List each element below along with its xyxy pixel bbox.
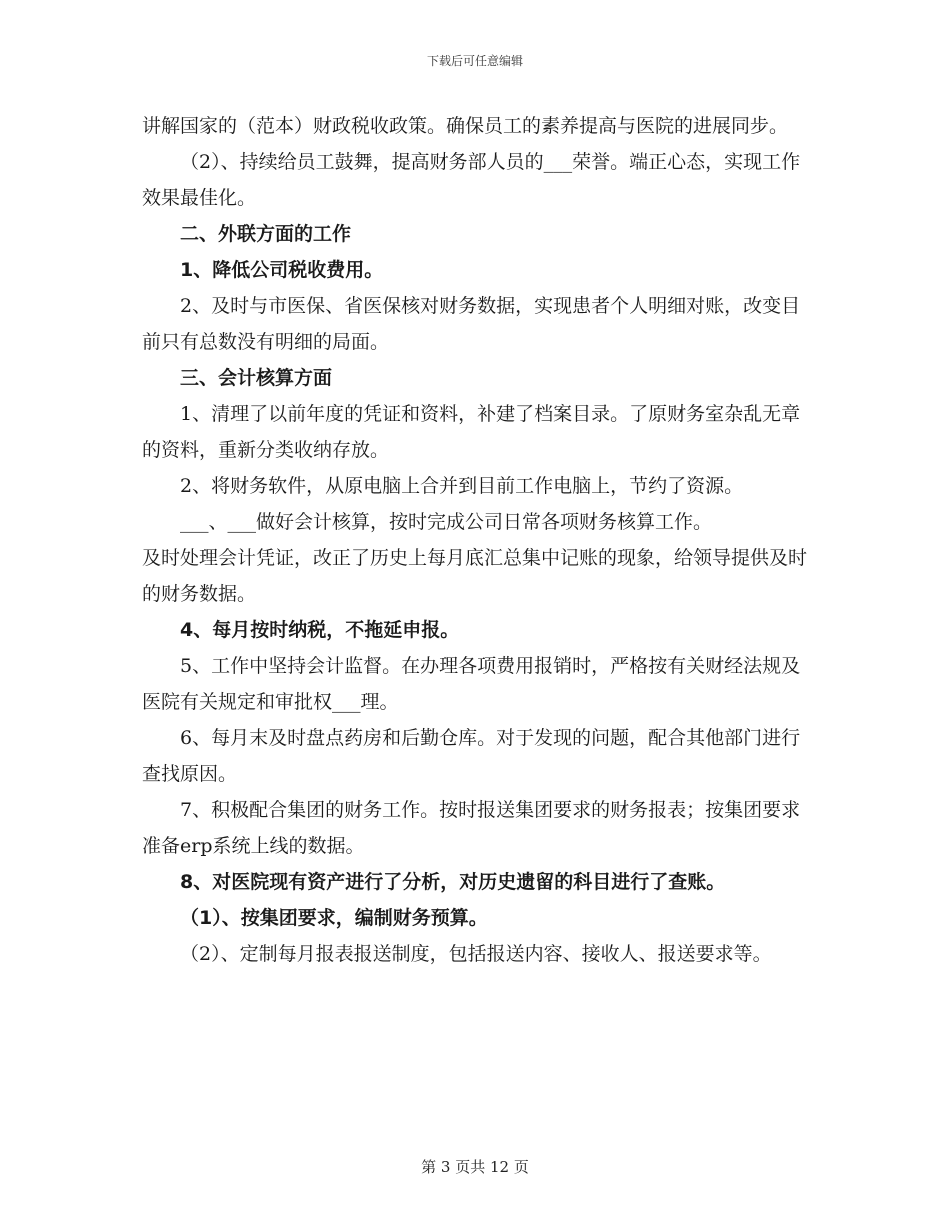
paragraph: 2、及时与市医保、省医保核对财务数据，实现患者个人明细对账，改变目前只有总数没有明细的局面。 xyxy=(142,295,801,353)
paragraph: 6、每月末及时盘点药房和后勤仓库。对于发现的问题，配合其他部门进行查找原因。 xyxy=(142,727,801,785)
paragraph: 2、将财务软件，从原电脑上合并到目前工作电脑上，节约了资源。 xyxy=(180,475,744,497)
paragraph: 1、清理了以前年度的凭证和资料，补建了档案目录。了原财务室杂乱无章的资料，重新分类收纳存放。 xyxy=(142,403,801,461)
section-heading: 三、会计核算方面 xyxy=(180,367,333,389)
subheading: 4、每月按时纳税，不拖延申报。 xyxy=(180,619,460,641)
paragraph: 及时处理会计凭证，改正了历史上每月底汇总集中记账的现象，给领导提供及时的财务数据。 xyxy=(142,547,808,605)
page-footer: 第 3 页共 12 页 xyxy=(421,1158,529,1176)
document-body xyxy=(142,108,810,972)
paragraph: （2）、持续给员工鼓舞，提高财务部人员的___荣誉。端正心态，实现工作效果最佳化。 xyxy=(142,151,801,209)
paragraph: 讲解国家的（范本）财政税收政策。确保员工的素养提高与医院的进展同步。 xyxy=(142,115,789,137)
subheading: 1、降低公司税收费用。 xyxy=(180,259,384,281)
paragraph: （2）、定制每月报表报送制度，包括报送内容、接收人、报送要求等。 xyxy=(180,943,772,965)
subheading: （1）、按集团要求，编制财务预算。 xyxy=(180,907,488,929)
subheading: 8、对医院现有资产进行了分析，对历史遗留的科目进行了查账。 xyxy=(180,871,726,893)
section-heading: 二、外联方面的工作 xyxy=(180,223,352,245)
paragraph: 7、积极配合集团的财务工作。按时报送集团要求的财务报表；按集团要求准备erp系统上线的数据。 xyxy=(142,799,801,857)
page-header: 下载后可任意编辑 xyxy=(426,54,523,68)
paragraph: 5、工作中坚持会计监督。在办理各项费用报销时，严格按有关财经法规及医院有关规定和审批权___理。 xyxy=(142,655,801,713)
paragraph: ___、___做好会计核算，按时完成公司日常各项财务核算工作。 xyxy=(180,511,713,533)
